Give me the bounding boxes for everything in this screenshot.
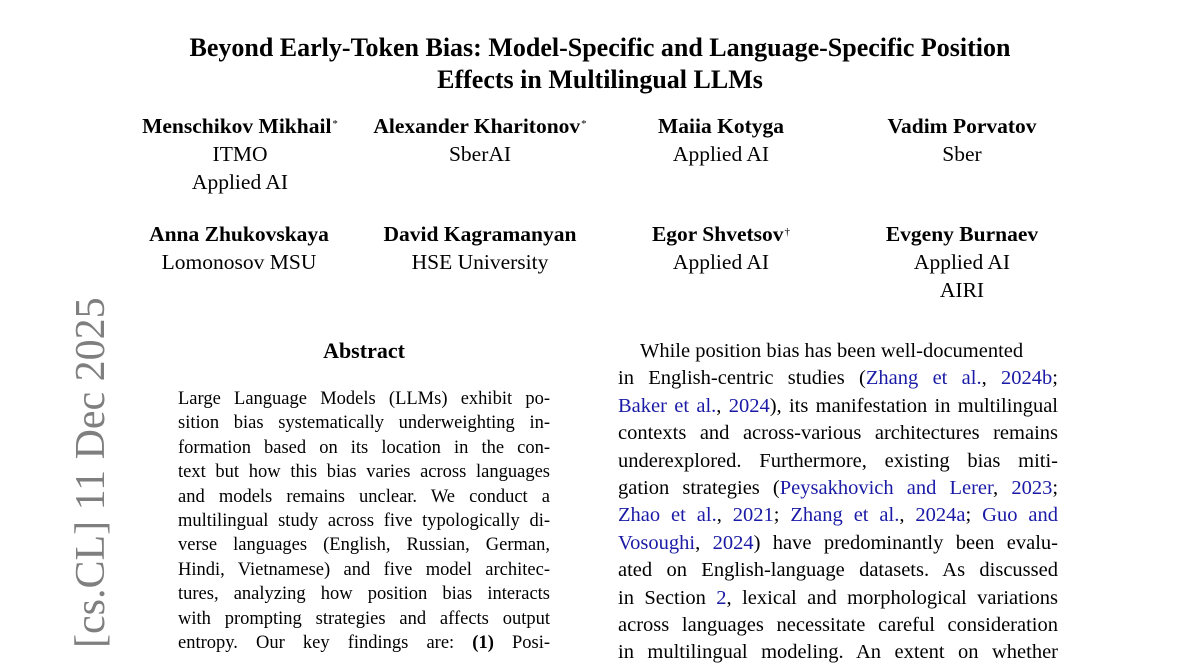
- intro-text: ), its manifestation in multilingual: [769, 394, 1058, 417]
- abstract-line: sition bias systematically underweighting in-: [178, 413, 550, 434]
- intro-text: , lexical and morphological variations: [726, 586, 1058, 609]
- intro-text: ;: [965, 504, 983, 527]
- intro-text: gation strategies (: [618, 476, 780, 499]
- abstract-line: text but how this bias varies across languages: [178, 462, 550, 483]
- author-mark: *: [332, 118, 338, 130]
- author-affiliation: Lomonosov MSU: [161, 250, 317, 274]
- citation-link[interactable]: Peysakhovich and Lerer: [779, 476, 994, 499]
- intro-line: [618, 475, 1058, 502]
- author-affiliation: Applied AI: [913, 250, 1011, 274]
- author-name: David Kagramanyan: [383, 222, 577, 246]
- author-block: [130, 220, 348, 276]
- author-block: [130, 112, 350, 196]
- intro-text: in English-centric studies (: [618, 367, 866, 390]
- abstract-line: multilingual study across five typologically di-: [178, 510, 550, 531]
- citation-year-link[interactable]: 2024b: [1001, 367, 1053, 390]
- author-affiliation: Applied AI: [191, 170, 289, 194]
- title-line-2: Effects in Multilingual LLMs: [437, 65, 763, 94]
- citation-year-link[interactable]: 2024: [712, 531, 754, 554]
- intro-text: ,: [716, 394, 729, 417]
- abstract-text: entropy. Our key findings are:: [178, 632, 473, 653]
- intro-line: [618, 393, 1058, 420]
- intro-line: in multilingual modeling. An extent on whether: [618, 641, 1058, 664]
- author-name: Egor Shvetsov: [651, 222, 784, 246]
- section-link[interactable]: 2: [716, 586, 727, 609]
- abstract-line: tures, analyzing how position bias interacts: [178, 584, 550, 605]
- intro-line: [618, 585, 1058, 612]
- citation-year-link[interactable]: 2024: [728, 394, 770, 417]
- author-block: [362, 220, 598, 276]
- paper-title: [100, 32, 1100, 96]
- author-name: Evgeny Burnaev: [885, 222, 1039, 246]
- citation-link[interactable]: Guo and: [982, 504, 1058, 527]
- citation-link[interactable]: Zhang et al.: [865, 367, 982, 390]
- author-block: [860, 112, 1064, 168]
- citation-year-link[interactable]: 2023: [1011, 476, 1053, 499]
- author-block: [620, 220, 822, 276]
- author-block: [358, 112, 602, 168]
- intro-line: ated on English-language datasets. As discussed: [618, 559, 1058, 582]
- abstract-line: Hindi, Vietnamese) and five model architec-: [178, 559, 550, 580]
- author-affiliation: Applied AI: [672, 250, 770, 274]
- abstract-line: verse languages (English, Russian, German,: [178, 535, 550, 556]
- intro-line: [618, 338, 1058, 365]
- intro-line: [618, 365, 1058, 392]
- author-name: Menschikov Mikhail: [142, 114, 332, 138]
- abstract-line: Large Language Models (LLMs) exhibit po-: [178, 389, 550, 409]
- intro-text: ;: [1052, 367, 1058, 390]
- intro-line: [618, 502, 1058, 529]
- citation-link[interactable]: Baker et al.: [618, 394, 717, 417]
- author-affiliation: ITMO: [212, 142, 268, 166]
- citation-year-link[interactable]: 2024a: [915, 504, 966, 527]
- author-block: [860, 220, 1064, 304]
- author-affiliation: AIRI: [939, 278, 985, 302]
- author-affiliation: Applied AI: [672, 142, 770, 166]
- abstract-line: with prompting strategies and affects output: [178, 608, 550, 629]
- citation-year-link[interactable]: 2021: [732, 504, 774, 527]
- author-name: Vadim Porvatov: [887, 114, 1037, 138]
- author-mark: †: [784, 226, 791, 238]
- author-block: [620, 112, 822, 168]
- abstract-body: [178, 387, 550, 655]
- citation-link[interactable]: Vosoughi: [618, 531, 696, 554]
- abstract-text: Posi-: [493, 632, 550, 653]
- title-line-1: Beyond Early-Token Bias: Model-Specific and Language-Specific Position: [189, 33, 1011, 62]
- citation-link[interactable]: Zhang et al.: [790, 504, 900, 527]
- intro-text: ,: [716, 504, 733, 527]
- intro-text: ;: [1052, 476, 1058, 499]
- intro-text: ,: [899, 504, 916, 527]
- author-name: Maiia Kotyga: [658, 114, 784, 138]
- intro-text: in Section: [618, 586, 717, 609]
- abstract-heading: Abstract: [323, 338, 405, 363]
- intro-text: ,: [981, 367, 1002, 390]
- intro-line: underexplored. Furthermore, existing bias miti-: [618, 449, 1058, 472]
- author-mark: *: [581, 118, 587, 130]
- author-affiliation: SberAI: [448, 142, 512, 166]
- abstract-line: [178, 631, 550, 655]
- intro-text: ,: [695, 531, 713, 554]
- intro-body: [618, 338, 1058, 667]
- arxiv-sidebar-stamp: [cs.CL] 11 Dec 2025: [68, 297, 114, 648]
- intro-line: contexts and across-various architectures remains: [618, 422, 1058, 445]
- intro-text: ;: [773, 504, 791, 527]
- author-name: Anna Zhukovskaya: [149, 222, 329, 246]
- intro-text: ,: [993, 476, 1012, 499]
- author-name: Alexander Kharitonov: [373, 114, 581, 138]
- author-affiliation: Sber: [942, 142, 982, 166]
- citation-link[interactable]: Zhao et al.: [618, 504, 717, 527]
- intro-text: ) have predominantly been evalu-: [753, 531, 1058, 554]
- finding-number: (1): [472, 632, 494, 653]
- abstract-line: and models remains unclear. We conduct a: [178, 486, 550, 507]
- intro-line: across languages necessitate careful consideration: [618, 613, 1058, 636]
- abstract-line: formation based on its location in the con-: [178, 437, 550, 458]
- intro-text: While position bias has been well-documented: [640, 340, 1024, 362]
- intro-line: [618, 530, 1058, 557]
- author-affiliation: HSE University: [411, 250, 549, 274]
